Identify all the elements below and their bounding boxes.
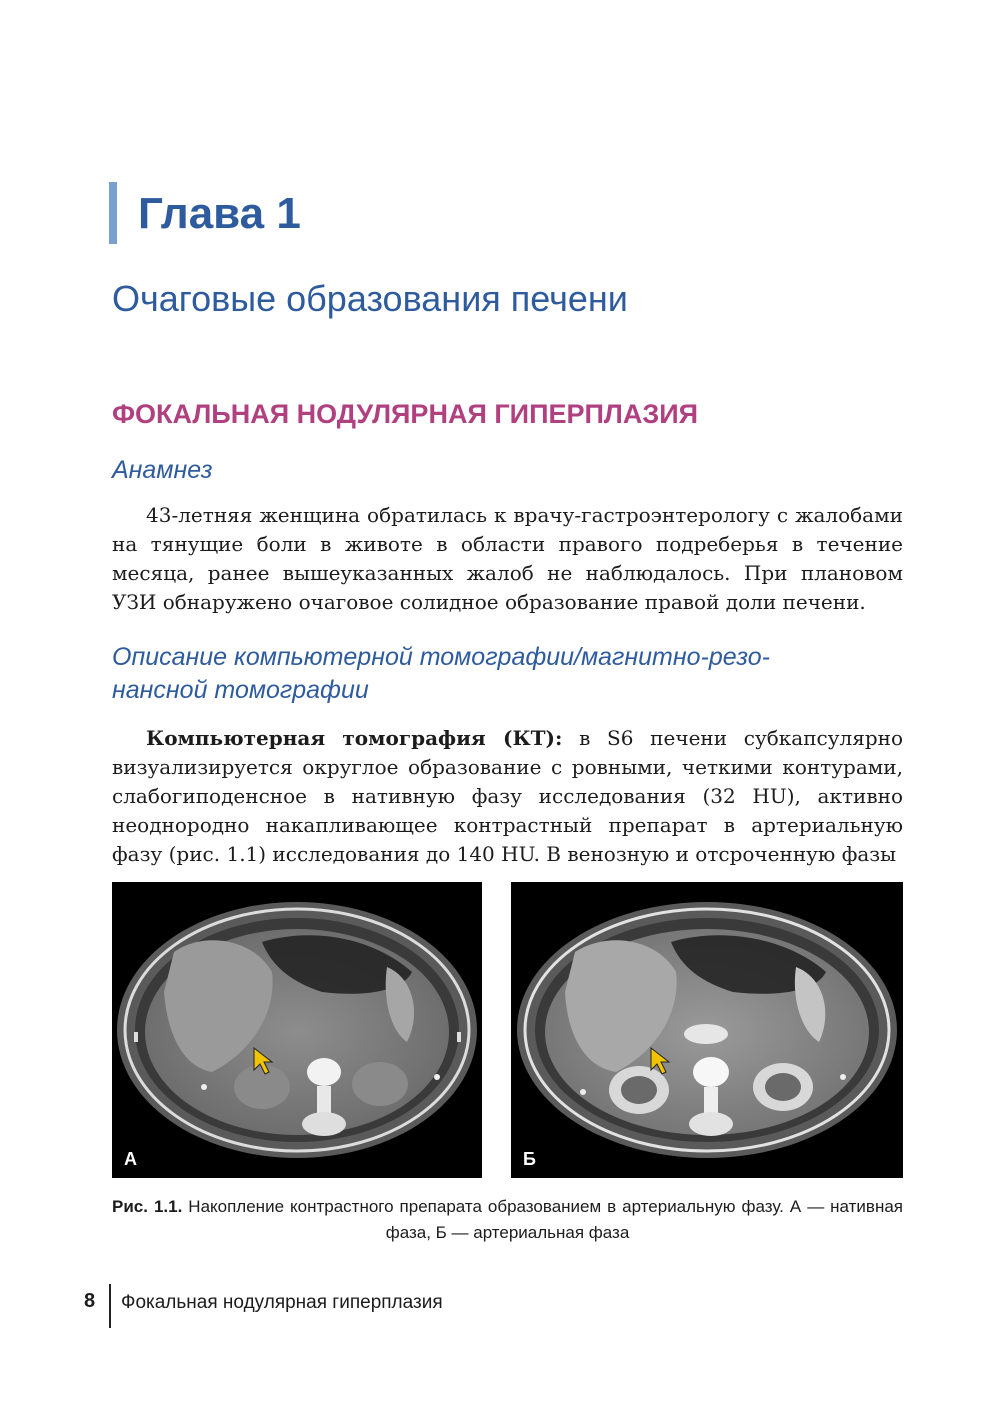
chapter-title: Глава 1 bbox=[138, 189, 301, 238]
figure-caption-text: Накопление контрастного препарата образованием в артериальную фазу. А — нативная фаза, Б — артериальная фаза bbox=[182, 1197, 903, 1242]
anamnesis-paragraph: 43-летняя женщина обратилась к врачу-гастроэнтерологу с жалобами на тянущие боли в животе в области правого подреберья в течение месяца, ранее вышеуказанных жалоб не наблюдалось. При плановом УЗИ обнаружено очаговое солидное образование правой доли печени. bbox=[112, 503, 903, 614]
ct-native-drawing bbox=[112, 882, 482, 1178]
ct-description-paragraph bbox=[112, 724, 903, 869]
ct-description-text: в S6 печени субкапсулярно визуализируется округлое образование с ровными, четкими контурами, слабогиподенсное в нативную фазу исследования (32 HU), активно неоднородно накапливающее контрастный препарат в артериальную фазу (рис. 1.1) исследования до 140 HU. В венозную и отсроченную фазы bbox=[112, 726, 903, 866]
description-heading bbox=[112, 641, 770, 707]
ct-image-native-phase bbox=[112, 882, 482, 1178]
running-title: Фокальная нодулярная гиперплазия bbox=[121, 1292, 443, 1313]
description-heading-line-1: Описание компьютерной томографии/магнитно-резо- bbox=[112, 643, 770, 671]
panel-a-label: А bbox=[124, 1149, 137, 1169]
section-heading: ФОКАЛЬНАЯ НОДУЛЯРНАЯ ГИПЕРПЛАЗИЯ bbox=[112, 399, 699, 429]
chapter-subtitle: Очаговые образования печени bbox=[112, 278, 628, 319]
ct-arterial-drawing bbox=[511, 882, 903, 1178]
chapter-accent-bar bbox=[109, 182, 117, 244]
anamnesis-heading: Анамнез bbox=[112, 456, 213, 484]
page-number: 8 bbox=[84, 1290, 96, 1312]
footer-divider bbox=[109, 1284, 111, 1328]
panel-b-label: Б bbox=[523, 1149, 536, 1169]
ct-image-arterial-phase bbox=[511, 882, 903, 1178]
description-heading-line-2: нансной томографии bbox=[112, 676, 369, 704]
figure-caption bbox=[112, 1194, 903, 1246]
ct-lead-term: Компьютерная томография (КТ): bbox=[146, 726, 563, 750]
figure-caption-label: Рис. 1.1. bbox=[112, 1197, 183, 1216]
